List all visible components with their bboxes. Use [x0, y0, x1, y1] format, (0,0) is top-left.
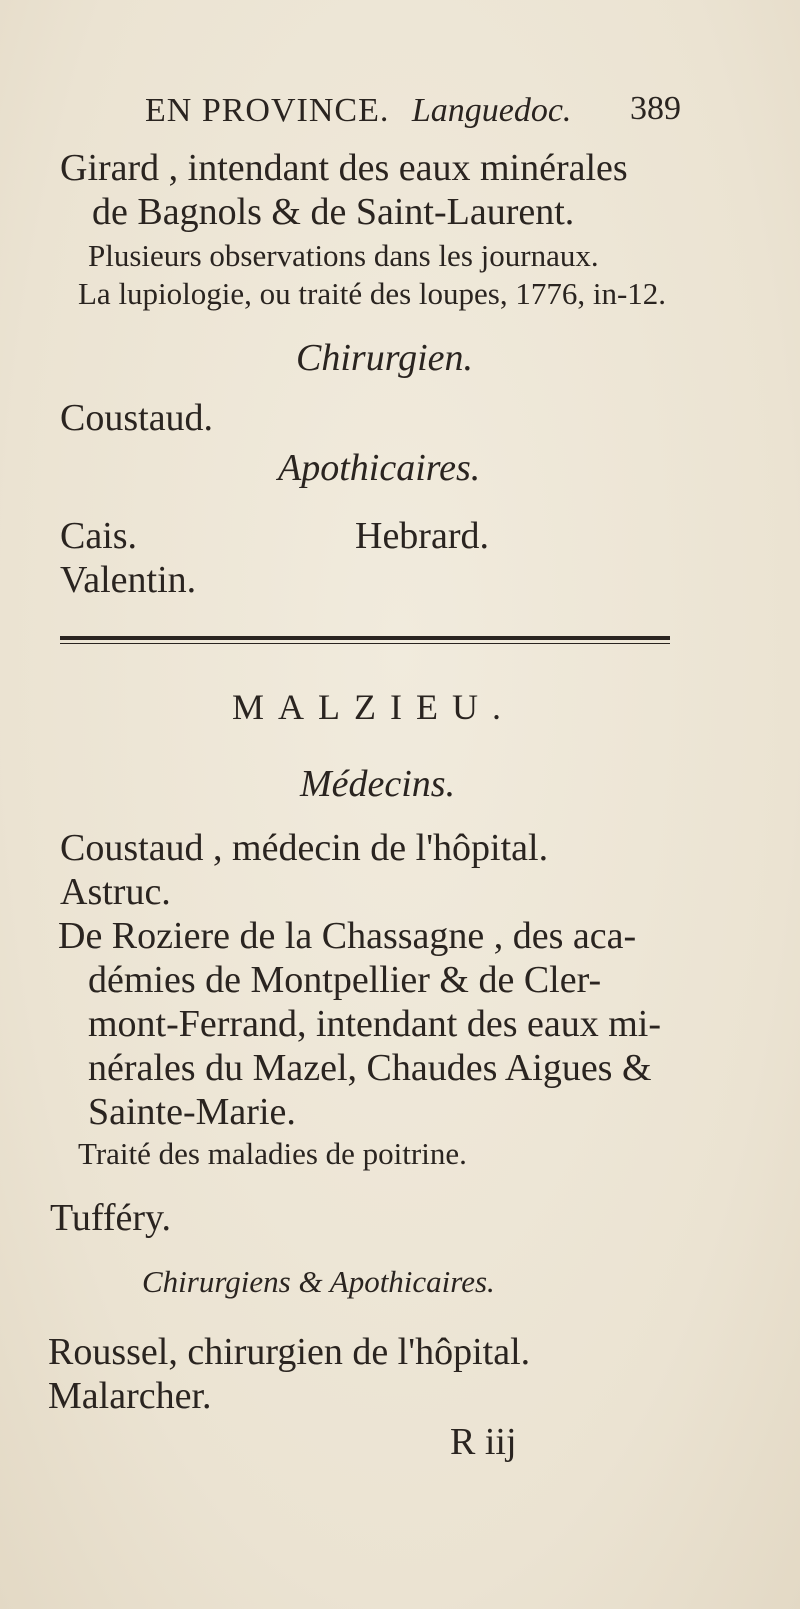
medecins-heading: Médecins.	[300, 763, 456, 805]
works-line2: La lupiologie, ou traité des loupes, 1776, in-12.	[78, 276, 667, 311]
entry-astruc: Astruc.	[60, 871, 171, 913]
entry-girard-line1: Girard , intendant des eaux minérales	[60, 147, 628, 189]
page-number: 389	[630, 90, 681, 127]
entry-roziere-line3: mont-Ferrand, intendant des eaux mi-	[88, 1003, 662, 1045]
work-traite: Traité des maladies de poitrine.	[78, 1136, 467, 1171]
signature-mark: R iij	[450, 1421, 517, 1463]
entry-roziere-line4: nérales du Mazel, Chaudes Aigues &	[88, 1047, 652, 1089]
entry-tuffery: Tufféry.	[50, 1197, 172, 1239]
entry-roziere-line1: De Roziere de la Chassagne , des aca-	[58, 915, 637, 957]
running-head	[145, 92, 571, 130]
apothicaire-hebrard: Hebrard.	[355, 515, 489, 557]
apothicaire-cais: Cais.	[60, 515, 138, 557]
apothicaire-valentin: Valentin.	[60, 559, 197, 601]
entry-roziere-line2: démies de Montpellier & de Cler-	[88, 959, 602, 1001]
entry-roziere-line5: Sainte-Marie.	[88, 1091, 296, 1133]
malzieu-title: MALZIEU.	[232, 687, 515, 727]
chirurgiens-apothicaires-heading: Chirurgiens & Apothicaires.	[142, 1264, 495, 1299]
running-head-section: EN PROVINCE.	[145, 92, 390, 129]
running-head-region: Languedoc.	[411, 92, 572, 129]
section-rule	[60, 636, 670, 640]
entry-roussel: Roussel, chirurgien de l'hôpital.	[48, 1331, 531, 1373]
apothicaires-heading: Apothicaires.	[278, 447, 481, 489]
chirurgien-name: Coustaud.	[60, 397, 214, 439]
entry-coustaud: Coustaud , médecin de l'hôpital.	[60, 827, 549, 869]
chirurgien-heading: Chirurgien.	[296, 337, 473, 379]
entry-girard-line2: de Bagnols & de Saint-Laurent.	[92, 191, 575, 233]
works-line1: Plusieurs observations dans les journaux.	[88, 238, 599, 273]
section-rule-thin	[60, 643, 670, 644]
entry-malarcher: Malarcher.	[48, 1375, 212, 1417]
